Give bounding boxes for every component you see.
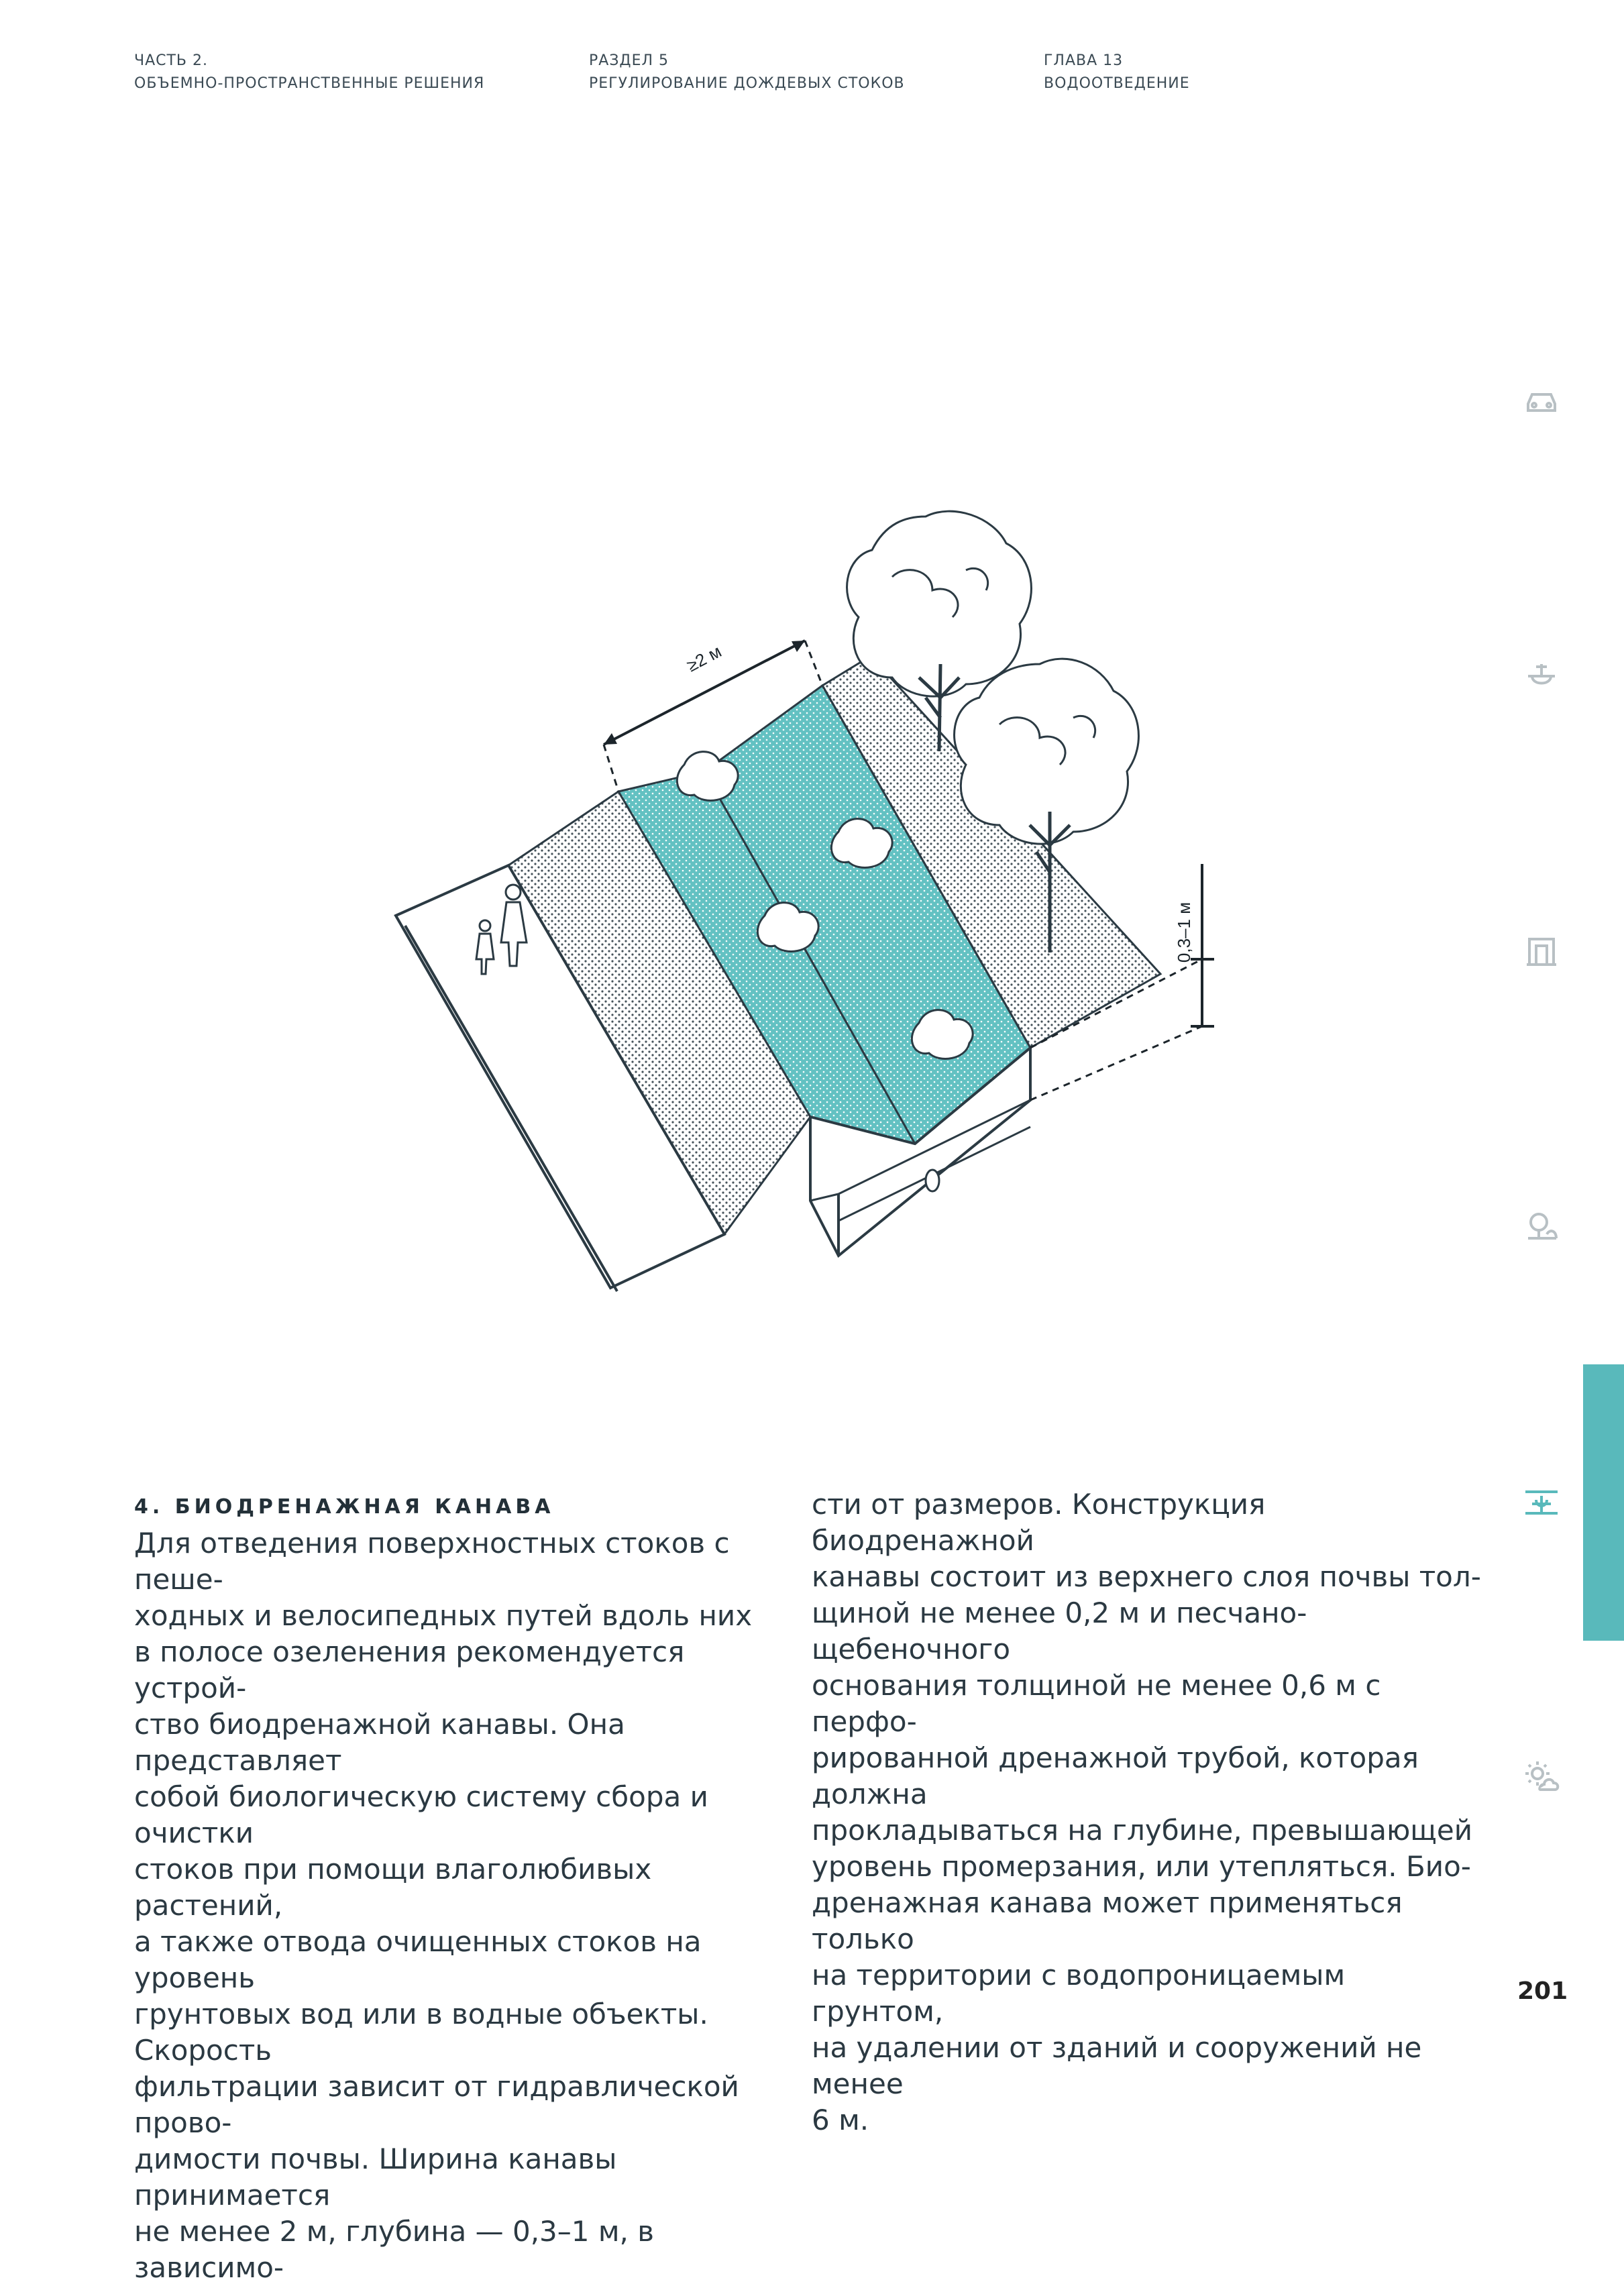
header-chapter	[1044, 50, 1190, 95]
article-right-column	[812, 1486, 1482, 2138]
tree-icon[interactable]	[1523, 1207, 1560, 1245]
section-label: РАЗДЕЛ 5	[589, 52, 669, 69]
weather-icon[interactable]	[1523, 1759, 1560, 1796]
article-title: 4. БИОДРЕНАЖНАЯ КАНАВА	[134, 1495, 555, 1519]
building-icon[interactable]	[1523, 932, 1560, 970]
header-part	[134, 50, 484, 95]
article-left-text: Для отведения поверхностных стоков с пеше- ходных и велосипедных путей вдоль них в полосе озеленения рекомендуется устрой- ство биодренажной канавы. Она представляет собой биологическую систему сбора и очистки стоков при помощи влаголюбивых растений, а также отвода очищенных стоков на уровень грунтовых вод или в водные объекты. Скорость фильтрации зависит от гидравлической прово- димости почвы. Ширина канавы принимается не менее 2 м, глубина — 0,3–1 м, в зависимо-	[134, 1527, 753, 2284]
depth-label: 0,3–1 м	[1174, 902, 1194, 963]
article-right-text: сти от размеров. Конструкция биодренажной канавы состоит из верхнего слоя почвы тол- щиной не менее 0,2 м и песчано-щебеночного основания толщиной не менее 0,6 м с перфо- рированной дренажной трубой, которая должна прокладываться на глубине, превышающей уровень промерзания, или утепляться. Био- дренажная канава может применяться только на территории с водопроницаемым грунтом, на удалении от зданий и сооружений не менее 6 м.	[812, 1488, 1481, 2136]
page-number: 201	[1517, 1977, 1568, 2005]
part-label: ЧАСТЬ 2.	[134, 52, 209, 69]
chapter-title: ВОДООТВЕДЕНИЕ	[1044, 75, 1190, 92]
section-title: РЕГУЛИРОВАНИЕ ДОЖДЕВЫХ СТОКОВ	[589, 75, 905, 92]
part-title: ОБЪЕМНО-ПРОСТРАНСТВЕННЫЕ РЕШЕНИЯ	[134, 75, 485, 92]
header-section	[589, 50, 905, 95]
width-label: ≥2 м	[683, 641, 725, 676]
active-section-tab[interactable]	[1583, 1364, 1624, 1641]
drain-pipe	[926, 1170, 939, 1191]
fountain-icon[interactable]	[1523, 657, 1560, 695]
drainage-icon[interactable]	[1523, 1484, 1560, 1521]
article-left-column	[134, 1489, 805, 2286]
chapter-label: ГЛАВА 13	[1044, 52, 1124, 69]
bioswale-illustration	[376, 496, 1248, 1315]
car-icon[interactable]	[1523, 382, 1560, 420]
